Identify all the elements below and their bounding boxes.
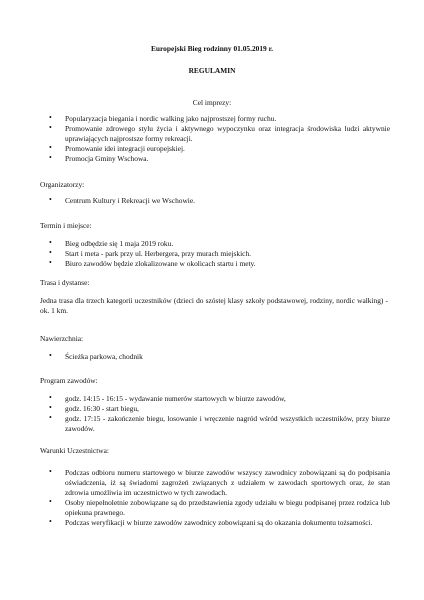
list-item: • Biuro zawodów będzie zlokalizowane w okolicach startu i mety. <box>49 258 256 268</box>
bullet-icon: • <box>49 497 52 506</box>
list-warunki <box>40 468 390 528</box>
list-item: • Promowanie zdrowego stylu życia i aktywnego wypoczynku oraz integracja środowiska ludzi aktywnie uprawiających najprostsze formy rekreacji. <box>49 123 390 143</box>
bullet-icon: • <box>49 153 52 162</box>
list-program <box>40 394 390 434</box>
list-item: • Promowanie idei integracji europejskiej. <box>49 143 185 153</box>
section-heading-warunki: Warunki Uczestnictwa: <box>40 446 109 455</box>
list-item: • Start i meta - park przy ul. Herbergera, przy murach miejskich. <box>49 248 251 258</box>
bullet-icon: • <box>49 393 52 402</box>
bullet-icon: • <box>49 467 52 476</box>
section-heading-nawierzchnia: Nawierzchnia: <box>40 334 84 343</box>
section-heading-organizatorzy: Organizatorzy: <box>40 180 85 189</box>
bullet-icon: • <box>49 403 52 412</box>
bullet-icon: • <box>49 238 52 247</box>
list-item: • Podczas odbioru numeru startowego w biurze zawodów wszyscy zawodnicy zobowiązani są do podpisania oświadczenia, iż są świadomi zagrożeń związanych z udziałem w zawodach sportowych oraz, że stan zdrowia umożliwia im uczestnictwo w tych zawodach. <box>49 467 390 497</box>
document-title: Europejski Bieg rodzinny 01.05.2019 r. <box>150 44 274 53</box>
list-item: • Popularyzacja biegania i nordic walking jako najprostszej formy ruchu. <box>49 113 277 123</box>
list-item: • godz. 14:15 - 16:15 - wydawanie numerów startowych w biurze zawodów, <box>49 393 286 403</box>
section-heading-cel: Cel imprezy: <box>192 98 232 107</box>
list-item: • Bieg odbędzie się 1 maja 2019 roku. <box>49 238 174 248</box>
list-item: • Promocja Gminy Wschowa. <box>49 153 149 163</box>
list-nawierzchnia <box>40 352 390 362</box>
list-organizatorzy <box>40 196 390 206</box>
section-heading-termin: Termin i miejsce: <box>40 221 92 230</box>
trasa-paragraph: Jedna trasa dla trzech kategorii uczestników (dzieci do szóstej klasy szkoły podstawowej, rodziny, nordic walking) - ok. 1 km. <box>40 296 388 315</box>
list-item: • Ścieżka parkowa, chodnik <box>49 351 143 361</box>
section-heading-trasa: Trasa i dystanse: <box>40 278 90 287</box>
bullet-icon: • <box>49 413 52 422</box>
list-item: • godz. 16:30 - start biegu, <box>49 403 139 413</box>
bullet-icon: • <box>49 248 52 257</box>
list-item: • Podczas weryfikacji w biurze zawodów zawodnicy zobowiązani są do okazania dokumentu tożsamości. <box>49 517 373 527</box>
document-subtitle: REGULAMIN <box>188 66 236 75</box>
section-heading-program: Program zawodów: <box>40 376 98 385</box>
bullet-icon: • <box>49 517 52 526</box>
list-cel <box>40 114 390 164</box>
bullet-icon: • <box>49 123 52 132</box>
bullet-icon: • <box>49 143 52 152</box>
list-item: • godz. 17:15 - zakończenie biegu, losowanie i wręczenie nagród wśród wszystkich uczestników, przy biurze zawodów. <box>49 413 390 433</box>
list-termin <box>40 239 390 269</box>
list-item: • Osoby niepełnoletnie zobowiązane są do przedstawienia zgody udziału w biegu podpisanej przez rodzica lub opiekuna prawnego. <box>49 497 390 517</box>
list-item: • Centrum Kultury i Rekreacji we Wschowie. <box>49 195 195 205</box>
bullet-icon: • <box>49 351 52 360</box>
bullet-icon: • <box>49 195 52 204</box>
bullet-icon: • <box>49 113 52 122</box>
bullet-icon: • <box>49 258 52 267</box>
